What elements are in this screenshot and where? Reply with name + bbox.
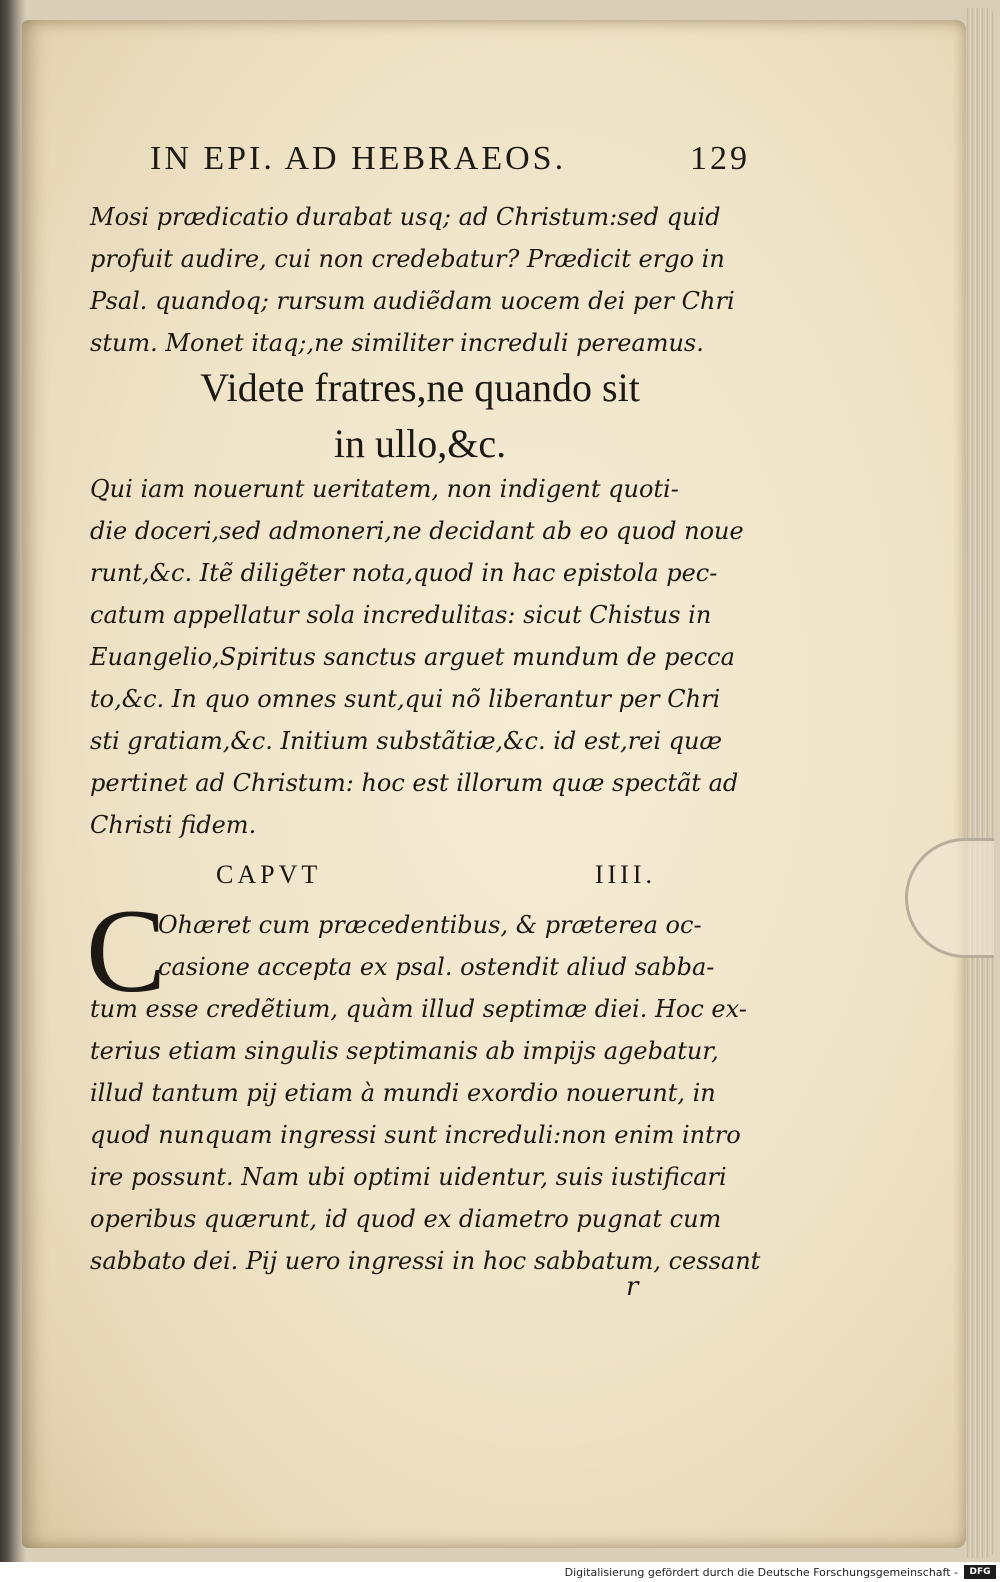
text-line: ire possunt. Nam ubi optimi uidentur, suis iustificari [90, 1163, 727, 1191]
paragraph-1 [90, 196, 750, 364]
text-line: casione accepta ex psal. ostendit aliud sabba- [158, 953, 715, 981]
running-title: IN EPI. AD HEBRAEOS. [150, 140, 567, 177]
drop-capital: C [86, 884, 167, 1017]
text-line: Qui iam nouerunt ueritatem, non indigent quoti- [90, 475, 679, 503]
text-line: terius etiam singulis septimanis ab impijs agebatur, [90, 1037, 719, 1065]
dfg-logo-icon: DFG [964, 1565, 996, 1579]
running-header [150, 140, 750, 178]
paragraph-2 [90, 468, 750, 846]
text-line: die doceri,sed admoneri,ne decidant ab eo quod noue [90, 517, 744, 545]
page-edges [964, 8, 994, 1558]
text-line: profuit audire, cui non credebatur? Prædicit ergo in [90, 245, 725, 273]
text-line: Ohæret cum præcedentibus, & præterea oc- [158, 911, 702, 939]
footer-credit: Digitalisierung gefördert durch die Deutsche Forschungsgemeinschaft - [564, 1565, 958, 1579]
text-line: runt,&c. Itẽ diligẽter nota,quod in hac epistola pec- [90, 559, 718, 587]
text-line: to,&c. In quo omnes sunt,qui nõ liberantur per Chri [90, 685, 721, 713]
chapter-heading [216, 860, 656, 890]
text-line: Christi fidem. [90, 811, 257, 839]
chapter-label: CAPVT [216, 860, 322, 889]
text-line: stum. Monet itaq;,ne similiter increduli pereamus. [90, 329, 704, 357]
text-line: pertinet ad Christum: hoc est illorum quæ spectãt ad [90, 769, 739, 797]
text-line: Psal. quandoq; rursum audiẽdam uocem dei per Chri [90, 287, 735, 315]
text-line: tum esse credẽtium, quàm illud septimæ diei. Hoc ex- [90, 995, 747, 1023]
text-line: operibus quærunt, id quod ex diametro pugnat cum [90, 1205, 722, 1233]
verse-heading [90, 360, 750, 472]
text-line: Mosi prædicatio durabat usq; ad Christum:sed quid [90, 203, 721, 231]
text-line: sabbato dei. Pij uero ingressi in hoc sabbatum, cessant [90, 1247, 761, 1275]
page-number: 129 [690, 140, 750, 177]
chapter-number: IIII. [594, 860, 656, 889]
signature-mark: r [626, 1272, 639, 1302]
paragraph-3 [90, 904, 761, 1282]
digitization-footer [0, 1562, 1000, 1582]
heading-line: Videte fratres,ne quando sit [200, 365, 640, 410]
heading-line: in ullo,&c. [333, 421, 507, 466]
text-line: catum appellatur sola incredulitas: sicut Chistus in [90, 601, 712, 629]
text-line: quod nunquam ingressi sunt increduli:non enim intro [90, 1121, 741, 1149]
text-line: sti gratiam,&c. Initium substãtiæ,&c. id est,rei quæ [90, 727, 723, 755]
text-line: illud tantum pij etiam à mundi exordio nouerunt, in [90, 1079, 716, 1107]
text-line: Euangelio,Spiritus sanctus arguet mundum de pecca [90, 643, 735, 671]
